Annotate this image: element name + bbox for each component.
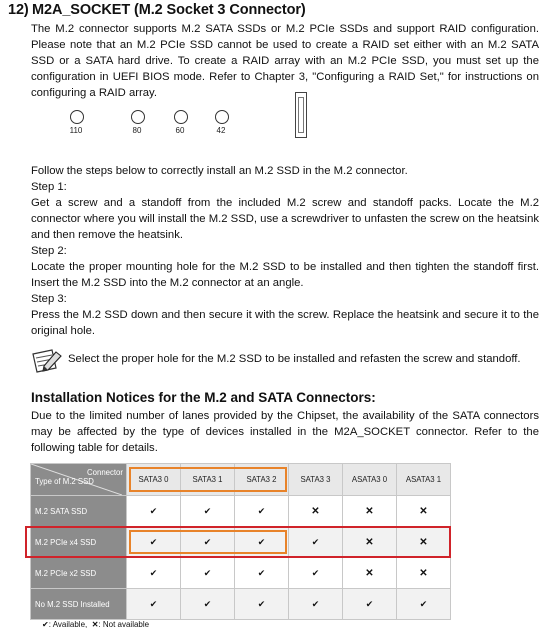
step-2-text: Locate the proper mounting hole for the M.2 SSD to be installed and then tighten the standoff first. Insert the M.2 SSD into the M.2 connector at an angle. xyxy=(31,261,539,289)
table-cell: ✔ xyxy=(181,496,235,527)
table-cell: ✔ xyxy=(289,589,343,620)
table-cell: ✕ xyxy=(397,527,451,558)
hole-80-icon xyxy=(131,110,145,124)
table-cell: ✕ xyxy=(397,496,451,527)
table-header-row xyxy=(31,464,451,496)
column-header: SATA3 0 xyxy=(127,464,181,496)
table-cell: ✔ xyxy=(127,496,181,527)
table-cell: ✕ xyxy=(289,496,343,527)
hole-label: 60 xyxy=(175,126,185,135)
legend-not-available-label: : Not available xyxy=(98,620,150,629)
hole-42-icon xyxy=(215,110,229,124)
table-cell: ✔ xyxy=(235,496,289,527)
notices-text: Due to the limited number of lanes provided by the Chipset, the availability of the SATA connectors may be affected by the type of devices installed in the M2A_SOCKET connector. Refer to the following table for details. xyxy=(31,410,539,454)
table-cell: ✕ xyxy=(343,527,397,558)
table-cell: ✔ xyxy=(127,527,181,558)
step-1-label: Step 1: xyxy=(31,181,67,193)
table-cell: ✔ xyxy=(235,527,289,558)
section-heading xyxy=(8,2,306,18)
hole-label: 80 xyxy=(132,126,142,135)
legend-available-label: : Available, xyxy=(48,620,88,629)
corner-connector-label: Connector xyxy=(87,468,123,477)
steps-lead: Follow the steps below to correctly install an M.2 SSD in the M.2 connector. xyxy=(31,165,408,177)
hole-110-icon xyxy=(70,110,84,124)
mounting-hole-diagram xyxy=(60,92,340,140)
table-cell: ✔ xyxy=(397,589,451,620)
table-cell: ✕ xyxy=(397,558,451,589)
table-row xyxy=(31,527,451,558)
step-3-label: Step 3: xyxy=(31,293,67,305)
table-legend xyxy=(42,620,149,629)
table-cell: ✔ xyxy=(289,558,343,589)
table-row xyxy=(31,589,451,620)
table-cell: ✔ xyxy=(289,527,343,558)
m2-connector-icon xyxy=(295,92,307,138)
table-cell: ✔ xyxy=(181,558,235,589)
intro-paragraph: The M.2 connector supports M.2 SATA SSDs or M.2 PCIe SSDs and support RAID configuration. Please note that an M.2 PCIe SSD cannot be used to create a RAID set either with an M.2 SATA SSD or a SATA hard drive. To create a RAID array with an M.2 PCIe SSD, you must set up the configuration in UEFI BIOS mode. Refer to Chapter 3, "Configuring a RAID Set," for instructions on configuring a RAID array. xyxy=(31,23,539,99)
section-number: 12) xyxy=(8,2,29,18)
column-header: ASATA3 1 xyxy=(397,464,451,496)
section-title: M2A_SOCKET (M.2 Socket 3 Connector) xyxy=(32,2,306,18)
step-1-text: Get a screw and a standoff from the included M.2 screw and standoff packs. Locate the M.2 connector where you will install the M.2 SSD, use a screwdriver to unfasten the screw on the heatsink and then remove the heatsink. xyxy=(31,197,539,241)
column-header: ASATA3 0 xyxy=(343,464,397,496)
table-cell: ✔ xyxy=(235,589,289,620)
table-cell: ✔ xyxy=(235,558,289,589)
table-row xyxy=(31,496,451,527)
hole-label: 110 xyxy=(69,126,83,135)
memo-pencil-icon xyxy=(30,348,64,374)
step-2-label: Step 2: xyxy=(31,245,67,257)
column-header: SATA3 3 xyxy=(289,464,343,496)
table-cell: ✕ xyxy=(343,558,397,589)
table-cell: ✕ xyxy=(343,496,397,527)
row-header: M.2 PCIe x2 SSD xyxy=(31,558,127,589)
legend-available-mark: ✔ xyxy=(42,620,49,629)
note-text: Select the proper hole for the M.2 SSD to be installed and refasten the screw and standoff. xyxy=(68,353,521,365)
hole-60-icon xyxy=(174,110,188,124)
table-row xyxy=(31,558,451,589)
corner-type-label: Type of M.2 SSD xyxy=(35,477,94,486)
row-header: No M.2 SSD Installed xyxy=(31,589,127,620)
hole-label: 42 xyxy=(216,126,226,135)
step-3-text: Press the M.2 SSD down and then secure it with the screw. Replace the heatsink and secure it to the original hole. xyxy=(31,309,539,337)
table-corner-cell xyxy=(31,464,127,496)
table-cell: ✔ xyxy=(181,527,235,558)
column-header: SATA3 2 xyxy=(235,464,289,496)
row-header: M.2 SATA SSD xyxy=(31,496,127,527)
row-header: M.2 PCIe x4 SSD xyxy=(31,527,127,558)
steps-block xyxy=(31,163,539,339)
column-header: SATA3 1 xyxy=(181,464,235,496)
notices-title: Installation Notices for the M.2 and SATA Connectors: xyxy=(31,390,376,405)
sata-availability-table xyxy=(30,463,451,620)
legend-not-available-mark: ✕ xyxy=(91,620,99,629)
table-cell: ✔ xyxy=(127,589,181,620)
table-cell: ✔ xyxy=(127,558,181,589)
table-cell: ✔ xyxy=(181,589,235,620)
table-cell: ✔ xyxy=(343,589,397,620)
